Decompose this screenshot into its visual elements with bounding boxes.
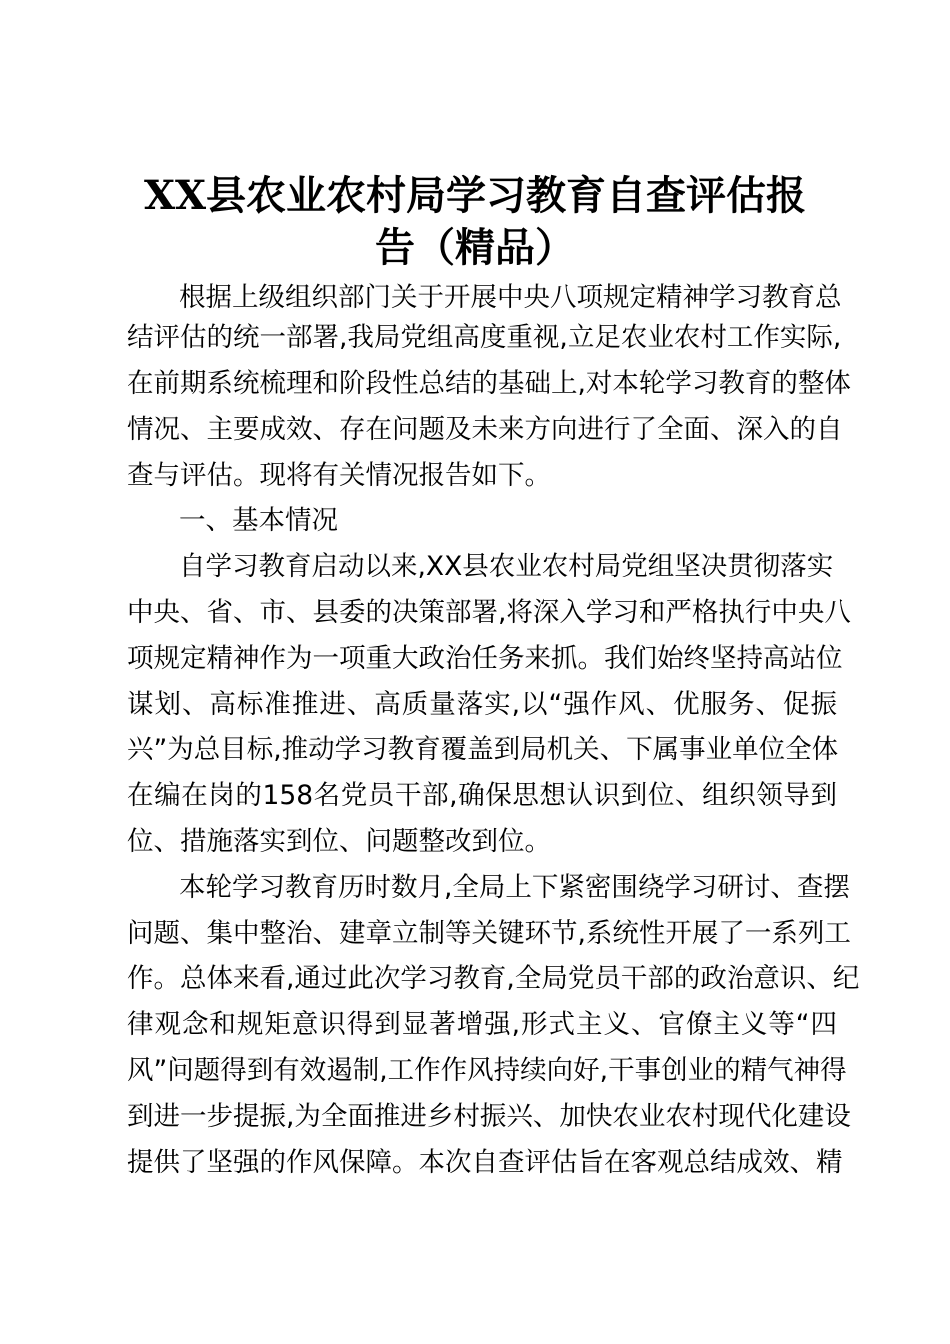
- paragraph-line: 律观念和规矩意识得到显著增强,形式主义、官僚主义等“四: [127, 1009, 837, 1040]
- paragraph-line: 问题、集中整治、建章立制等关键环节,系统性开展了一系列工: [127, 918, 851, 949]
- paragraph-line: 结评估的统一部署,我局党组高度重视,立足农业农村工作实际,: [127, 322, 842, 353]
- paragraph-line: 兴”为总目标,推动学习教育覆盖到局机关、下属事业单位全体: [127, 734, 839, 765]
- paragraph-line: 项规定精神作为一项重大政治任务来抓。我们始终坚持高站位: [127, 643, 843, 674]
- paragraph-line: 在编在岗的158名党员干部,确保思想认识到位、组织领导到: [127, 780, 837, 811]
- document-title-line-2: 告（精品）: [375, 224, 575, 271]
- document-title-line-1: XX县农业农村局学习教育自查评估报: [143, 172, 807, 219]
- paragraph-line: 作。总体来看,通过此次学习教育,全局党员干部的政治意识、纪: [127, 963, 860, 994]
- paragraph-line: 情况、主要成效、存在问题及未来方向进行了全面、深入的自: [127, 414, 843, 445]
- section-heading: 一、基本情况: [179, 505, 338, 536]
- paragraph-line: 本轮学习教育历时数月,全局上下紧密围绕学习研讨、查摆: [179, 872, 850, 903]
- paragraph-line: 提供了坚强的作风保障。本次自查评估旨在客观总结成效、精: [127, 1147, 843, 1178]
- paragraph-line: 风”问题得到有效遏制,工作作风持续向好,干事创业的精气神得: [127, 1055, 847, 1086]
- paragraph-line: 在前期系统梳理和阶段性总结的基础上,对本轮学习教育的整体: [127, 368, 851, 399]
- paragraph-line: 中央、省、市、县委的决策部署,将深入学习和严格执行中央八: [127, 597, 851, 628]
- paragraph-line: 位、措施落实到位、问题整改到位。: [127, 826, 551, 857]
- paragraph-line: 查与评估。现将有关情况报告如下。: [127, 460, 551, 491]
- paragraph-line: 自学习教育启动以来,XX县农业农村局党组坚决贯彻落实: [179, 551, 834, 582]
- paragraph-line: 到进一步提振,为全面推进乡村振兴、加快农业农村现代化建设: [127, 1101, 851, 1132]
- paragraph-line: 根据上级组织部门关于开展中央八项规定精神学习教育总: [179, 282, 842, 313]
- paragraph-line: 谋划、高标准推进、高质量落实,以“强作风、优服务、促振: [127, 689, 837, 720]
